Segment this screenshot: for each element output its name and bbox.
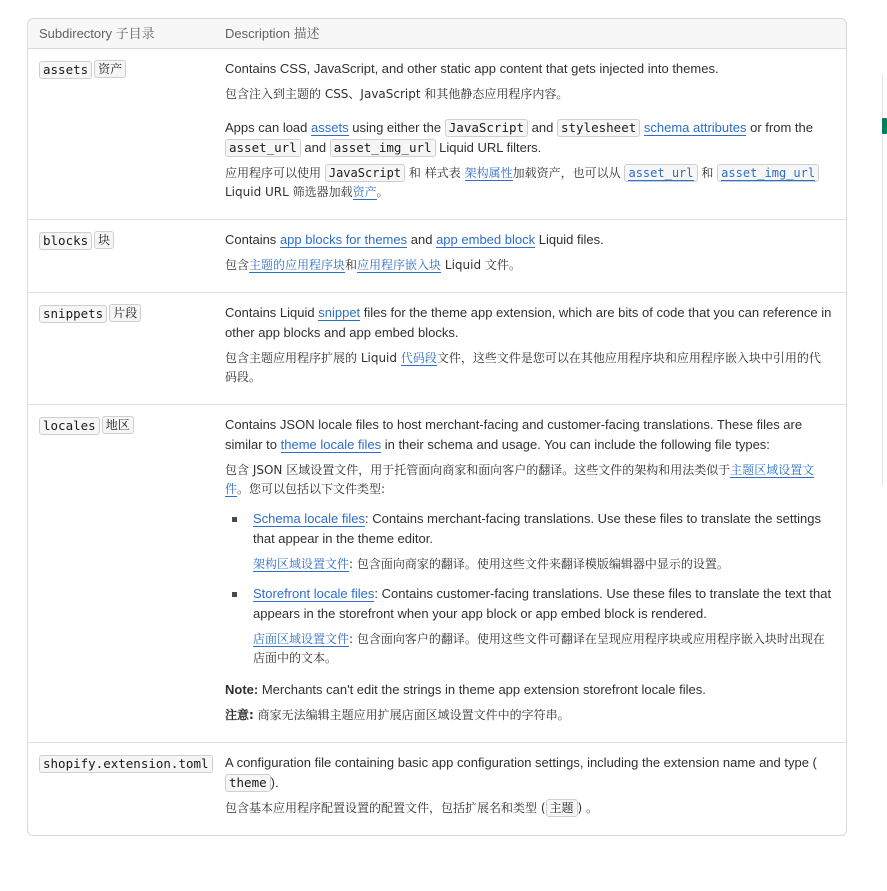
inline-code: theme <box>225 774 271 792</box>
dir-name-code: assets <box>39 61 92 79</box>
table-row-blocks <box>28 220 846 293</box>
subdirectory-table <box>27 18 847 836</box>
app-blocks-link-zh[interactable]: 主题的应用程序块 <box>249 258 346 272</box>
cell-subdirectory <box>28 59 225 208</box>
description-text-zh: 包含 JSON 区域设置文件，用于托管面向商家和面向客户的翻译。这些文件的架构和用法类似于主题区域设置文件。您可以包括以下文件类型: <box>225 463 815 496</box>
inline-code: 样式表 <box>424 166 461 180</box>
description-text: Contains JSON locale files to host merchant-facing and customer-facing translations. These files are similar to theme locale files in their schema and usage. You can include the following file types: <box>225 417 803 452</box>
assets-link[interactable]: assets <box>311 120 349 135</box>
dir-name-zh: 地区 <box>102 416 134 434</box>
scroll-position-marker[interactable] <box>882 118 887 134</box>
snippet-link[interactable]: snippet <box>318 305 361 320</box>
inline-code: 主题 <box>546 799 578 817</box>
dir-name-zh: 片段 <box>109 304 141 322</box>
theme-locale-files-link[interactable]: theme locale files <box>280 437 382 452</box>
inline-code: JavaScript <box>445 119 528 137</box>
description-text: Contains app blocks for themes and app embed block Liquid files. <box>225 232 604 247</box>
header-description: Description 描述 <box>225 25 320 41</box>
app-embed-block-link-zh[interactable]: 应用程序嵌入块 <box>357 258 442 272</box>
note-text: Note: Merchants can't edit the strings in theme app extension storefront locale files. <box>225 682 706 697</box>
inline-code: JavaScript <box>325 164 405 182</box>
cell-subdirectory <box>28 415 225 731</box>
cell-subdirectory <box>28 753 225 824</box>
app-blocks-link[interactable]: app blocks for themes <box>279 232 408 247</box>
cell-description <box>225 415 846 731</box>
cell-description <box>225 303 846 393</box>
assets-link-zh[interactable]: 资产 <box>352 185 377 199</box>
cell-description <box>225 59 846 208</box>
scroll-track <box>882 75 883 485</box>
header-subdirectory: Subdirectory 子目录 <box>39 25 155 41</box>
table-header <box>28 19 846 49</box>
app-embed-block-link[interactable]: app embed block <box>436 232 536 247</box>
description-text: Contains Liquid snippet files for the theme app extension, which are bits of code that you can reference in other app blocks and app embed blocks. <box>225 305 832 340</box>
inline-code: asset_url <box>225 139 301 157</box>
dir-name-code: snippets <box>39 305 107 323</box>
cell-subdirectory <box>28 303 225 393</box>
note-text-zh: 注意: 商家无法编辑主题应用扩展店面区域设置文件中的字符串。 <box>225 708 570 722</box>
note-label: Note: <box>225 682 259 697</box>
cell-description <box>225 230 846 281</box>
list-item-text: Schema locale files: Contains merchant-facing translations. Use these files to translate the settings that appear in the theme editor. <box>253 511 821 546</box>
description-text: A configuration file containing basic app configuration settings, including the extension name and type (theme ). <box>225 755 817 790</box>
list-item-text-zh: 架构区域设置文件: 包含面向商家的翻译。使用这些文件来翻译模版编辑器中显示的设置。 <box>253 557 729 571</box>
description-text: Contains CSS, JavaScript, and other static app content that gets injected into themes. <box>225 61 719 76</box>
schema-locale-files-link-zh[interactable]: 架构区域设置文件 <box>253 557 350 571</box>
schema-attributes-link-zh[interactable]: 架构属性 <box>464 166 513 180</box>
dir-name-zh: 资产 <box>94 60 126 78</box>
list-item <box>253 584 832 668</box>
list-item-text-zh: 店面区域设置文件: 包含面向客户的翻译。使用这些文件可翻译在呈现应用程序块或应用程序嵌入块时出现在店面中的文本。 <box>253 632 825 665</box>
inline-code-link[interactable]: asset_img_url <box>717 164 819 182</box>
inline-code: asset_img_url <box>330 139 436 157</box>
description-text: Apps can load assets using either the JavaScript and stylesheet schema attributes or from the asset_url and asset_img_url Liquid URL filters. <box>225 120 813 155</box>
inline-code-link[interactable]: asset_url <box>624 164 697 182</box>
table-row-locales <box>28 405 846 743</box>
dir-name-code: blocks <box>39 232 92 250</box>
table-row-assets <box>28 49 846 220</box>
description-text-zh: 包含主题应用程序扩展的 Liquid 代码段文件，这些文件是您可以在其他应用程序块和应用程序嵌入块中引用的代码段。 <box>225 351 821 384</box>
file-name-code: shopify.extension.toml <box>39 755 213 773</box>
storefront-locale-files-link-zh[interactable]: 店面区域设置文件 <box>253 632 350 646</box>
note-label-zh: 注意: <box>225 708 254 722</box>
inline-code: stylesheet <box>557 119 640 137</box>
table-row-snippets <box>28 293 846 405</box>
storefront-locale-files-link[interactable]: Storefront locale files <box>253 586 375 601</box>
cell-description <box>225 753 846 824</box>
description-text-zh: 包含基本应用程序配置设置的配置文件，包括扩展名和类型 ( 主题 ) 。 <box>225 801 599 815</box>
cell-subdirectory <box>28 230 225 281</box>
list-item <box>253 509 832 574</box>
table-row-toml <box>28 743 846 835</box>
theme-locale-files-link-zh[interactable]: 主题区域设置文件 <box>225 463 815 496</box>
file-type-list <box>225 509 832 668</box>
schema-locale-files-link[interactable]: Schema locale files <box>253 511 365 526</box>
description-text-zh: 包含注入到主题的 CSS、JavaScript 和其他静态应用程序内容。 <box>225 87 569 101</box>
list-item-text: Storefront locale files: Contains customer-facing translations. Use these files to translate the text that appears in the storefront when your app block or app embed block is rendered. <box>253 586 832 621</box>
schema-attributes-link[interactable]: schema attributes <box>643 120 747 135</box>
dir-name-zh: 块 <box>94 231 114 249</box>
description-text-zh: 包含主题的应用程序块和应用程序嵌入块 Liquid 文件。 <box>225 258 521 272</box>
snippet-link-zh[interactable]: 代码段 <box>400 351 437 365</box>
dir-name-code: locales <box>39 417 100 435</box>
description-text-zh: 应用程序可以使用 JavaScript 和 样式表 架构属性加载资产，也可以从 asset_url 和 asset_img_url Liquid URL 筛选器加载资产。 <box>225 164 832 202</box>
